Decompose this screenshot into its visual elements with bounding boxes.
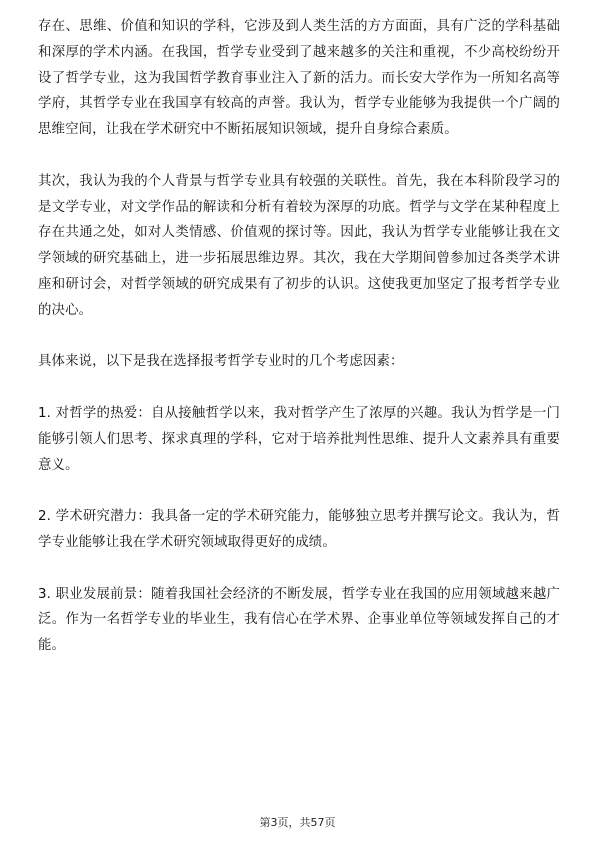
paragraph-background: 其次，我认为我的个人背景与哲学专业具有较强的关联性。首先，我在本科阶段学习的是文学专业，对文学作品的解读和分析有着较为深厚的功底。哲学与文学在某种程度上存在共通之处，如对人类情感、价值观的探讨等。因此，我认为哲学专业能够让我在文学领域的研究基础上，进一步拓展思维边界。其次，我在大学期间曾参加过各类学术讲座和研讨会，对哲学领域的研究成果有了初步的认识。这使我更加坚定了报考哲学专业的决心。 (38, 173, 560, 318)
paragraph-intro: 存在、思维、价值和知识的学科，它涉及到人类生活的方方面面，具有广泛的学科基础和深厚的学术内涵。在我国，哲学专业受到了越来越多的关注和重视，不少高校纷纷开设了哲学专业，这为我国哲学教育事业注入了新的活力。而长安大学作为一所知名高等学府，其哲学专业在我国享有较高的声誉。我认为，哲学专业能够为我提供一个广阔的思维空间，让我在学术研究中不断拓展知识领域，提升自身综合素质。 (38, 19, 560, 138)
paragraph-gap (38, 324, 560, 350)
list-item-passion: 1. 对哲学的热爱：自从接触哲学以来，我对哲学产生了浓厚的兴趣。我认为哲学是一门能够引领人们思考、探求真理的学科，它对于培养批判性思维、提升人文素养具有重要意义。 (38, 405, 560, 473)
paragraph-gap (38, 556, 560, 582)
paragraph-factors-intro: 具体来说，以下是我在选择报考哲学专业时的几个考虑因素： (38, 354, 404, 370)
document-body (38, 14, 560, 659)
page-number: 第3页，共57页 (259, 816, 336, 829)
paragraph-gap (38, 375, 560, 401)
list-item-research-potential: 2. 学术研究潜力：我具备一定的学术研究能力，能够独立思考并撰写论文。我认为，哲学专业能够让我在学术研究领域取得更好的成绩。 (38, 509, 560, 550)
paragraph-gap (38, 143, 560, 169)
paragraph-gap (38, 478, 560, 504)
list-item-career-prospects: 3. 职业发展前景：随着我国社会经济的不断发展，哲学专业在我国的应用领域越来越广泛。作为一名哲学专业的毕业生，我有信心在学术界、企事业单位等领域发挥自己的才能。 (38, 586, 560, 654)
